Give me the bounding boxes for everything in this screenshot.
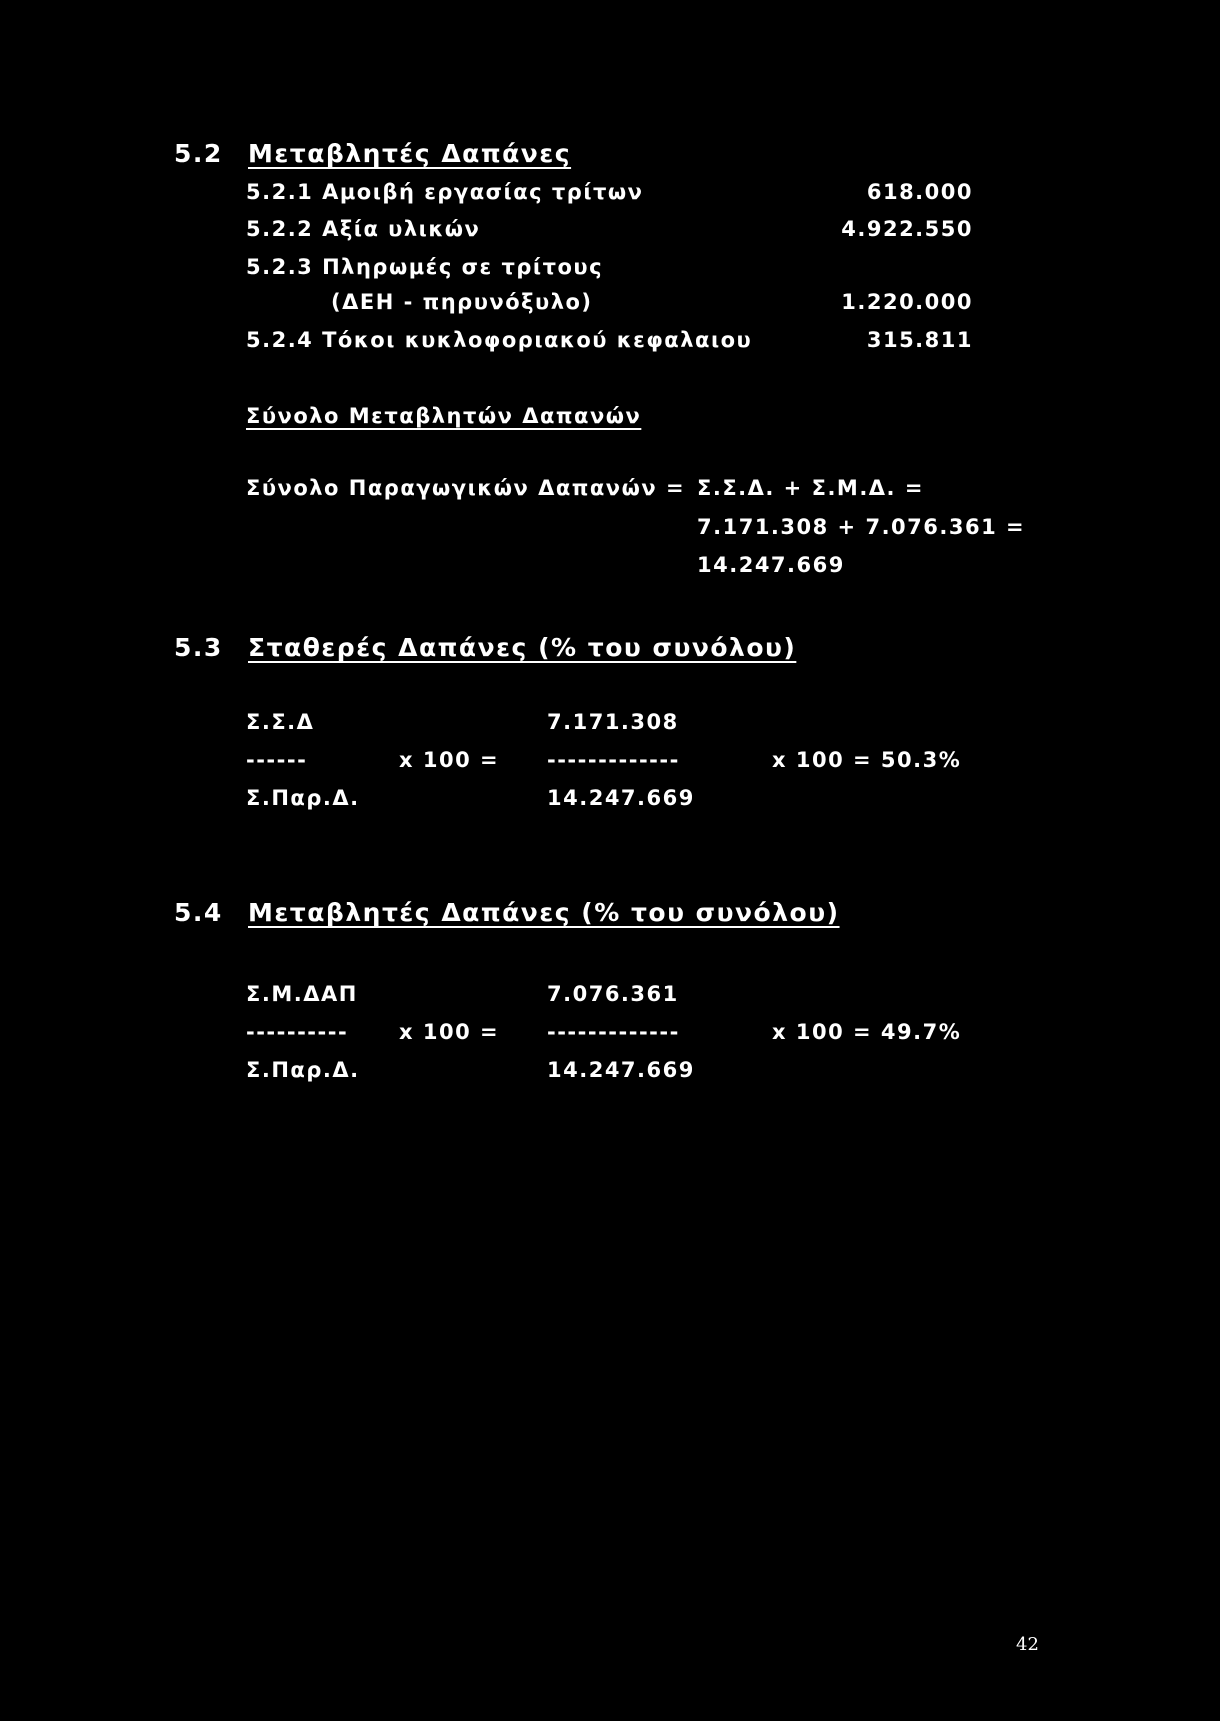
fraction-line: -------------: [547, 1020, 680, 1044]
item-value: 4.922.550: [841, 217, 973, 241]
production-label: Σύνολο Παραγωγικών Δαπανών =: [246, 476, 686, 500]
section-title: Μεταβλητές Δαπάνες: [248, 139, 572, 168]
production-result: 14.247.669: [697, 553, 845, 577]
item-label: 5.2.1 Αμοιβή εργασίας τρίτων: [246, 180, 644, 204]
multiply-label: x 100 =: [399, 1020, 500, 1044]
section-number: 5.2: [174, 139, 223, 168]
percentage-result: x 100 = 49.7%: [772, 1020, 962, 1044]
item-value: 1.220.000: [841, 290, 973, 314]
item-label-continued: (ΔΕΗ - πηρυνόξυλο): [331, 290, 593, 314]
denominator-label: Σ.Παρ.Δ.: [246, 1058, 360, 1082]
section-number: 5.3: [174, 633, 223, 662]
numerator-value: 7.076.361: [547, 982, 679, 1006]
fraction-line: ------: [246, 748, 308, 772]
section-title: Σταθερές Δαπάνες (% του συνόλου): [248, 633, 797, 662]
item-value: 315.811: [866, 328, 973, 352]
production-calc: 7.171.308 + 7.076.361 =: [697, 515, 1026, 539]
production-formula: Σ.Σ.Δ. + Σ.Μ.Δ. =: [697, 476, 924, 500]
multiply-label: x 100 =: [399, 748, 500, 772]
numerator-label: Σ.Σ.Δ: [246, 710, 315, 734]
item-label: 5.2.4 Τόκοι κυκλοφοριακού κεφαλαιου: [246, 328, 753, 352]
item-label: 5.2.3 Πληρωμές σε τρίτους: [246, 255, 604, 279]
section-title: Μεταβλητές Δαπάνες (% του συνόλου): [248, 898, 840, 927]
denominator-value: 14.247.669: [547, 786, 695, 810]
percentage-result: x 100 = 50.3%: [772, 748, 962, 772]
page-number: 42: [1016, 1634, 1039, 1655]
item-value: 618.000: [866, 180, 973, 204]
section-number: 5.4: [174, 898, 223, 927]
denominator-label: Σ.Παρ.Δ.: [246, 786, 360, 810]
numerator-value: 7.171.308: [547, 710, 679, 734]
total-variable-heading: Σύνολο Μεταβλητών Δαπανών: [246, 404, 642, 428]
numerator-label: Σ.Μ.ΔΑΠ: [246, 982, 358, 1006]
fraction-line: -------------: [547, 748, 680, 772]
denominator-value: 14.247.669: [547, 1058, 695, 1082]
fraction-line: ----------: [246, 1020, 349, 1044]
item-label: 5.2.2 Αξία υλικών: [246, 217, 481, 241]
